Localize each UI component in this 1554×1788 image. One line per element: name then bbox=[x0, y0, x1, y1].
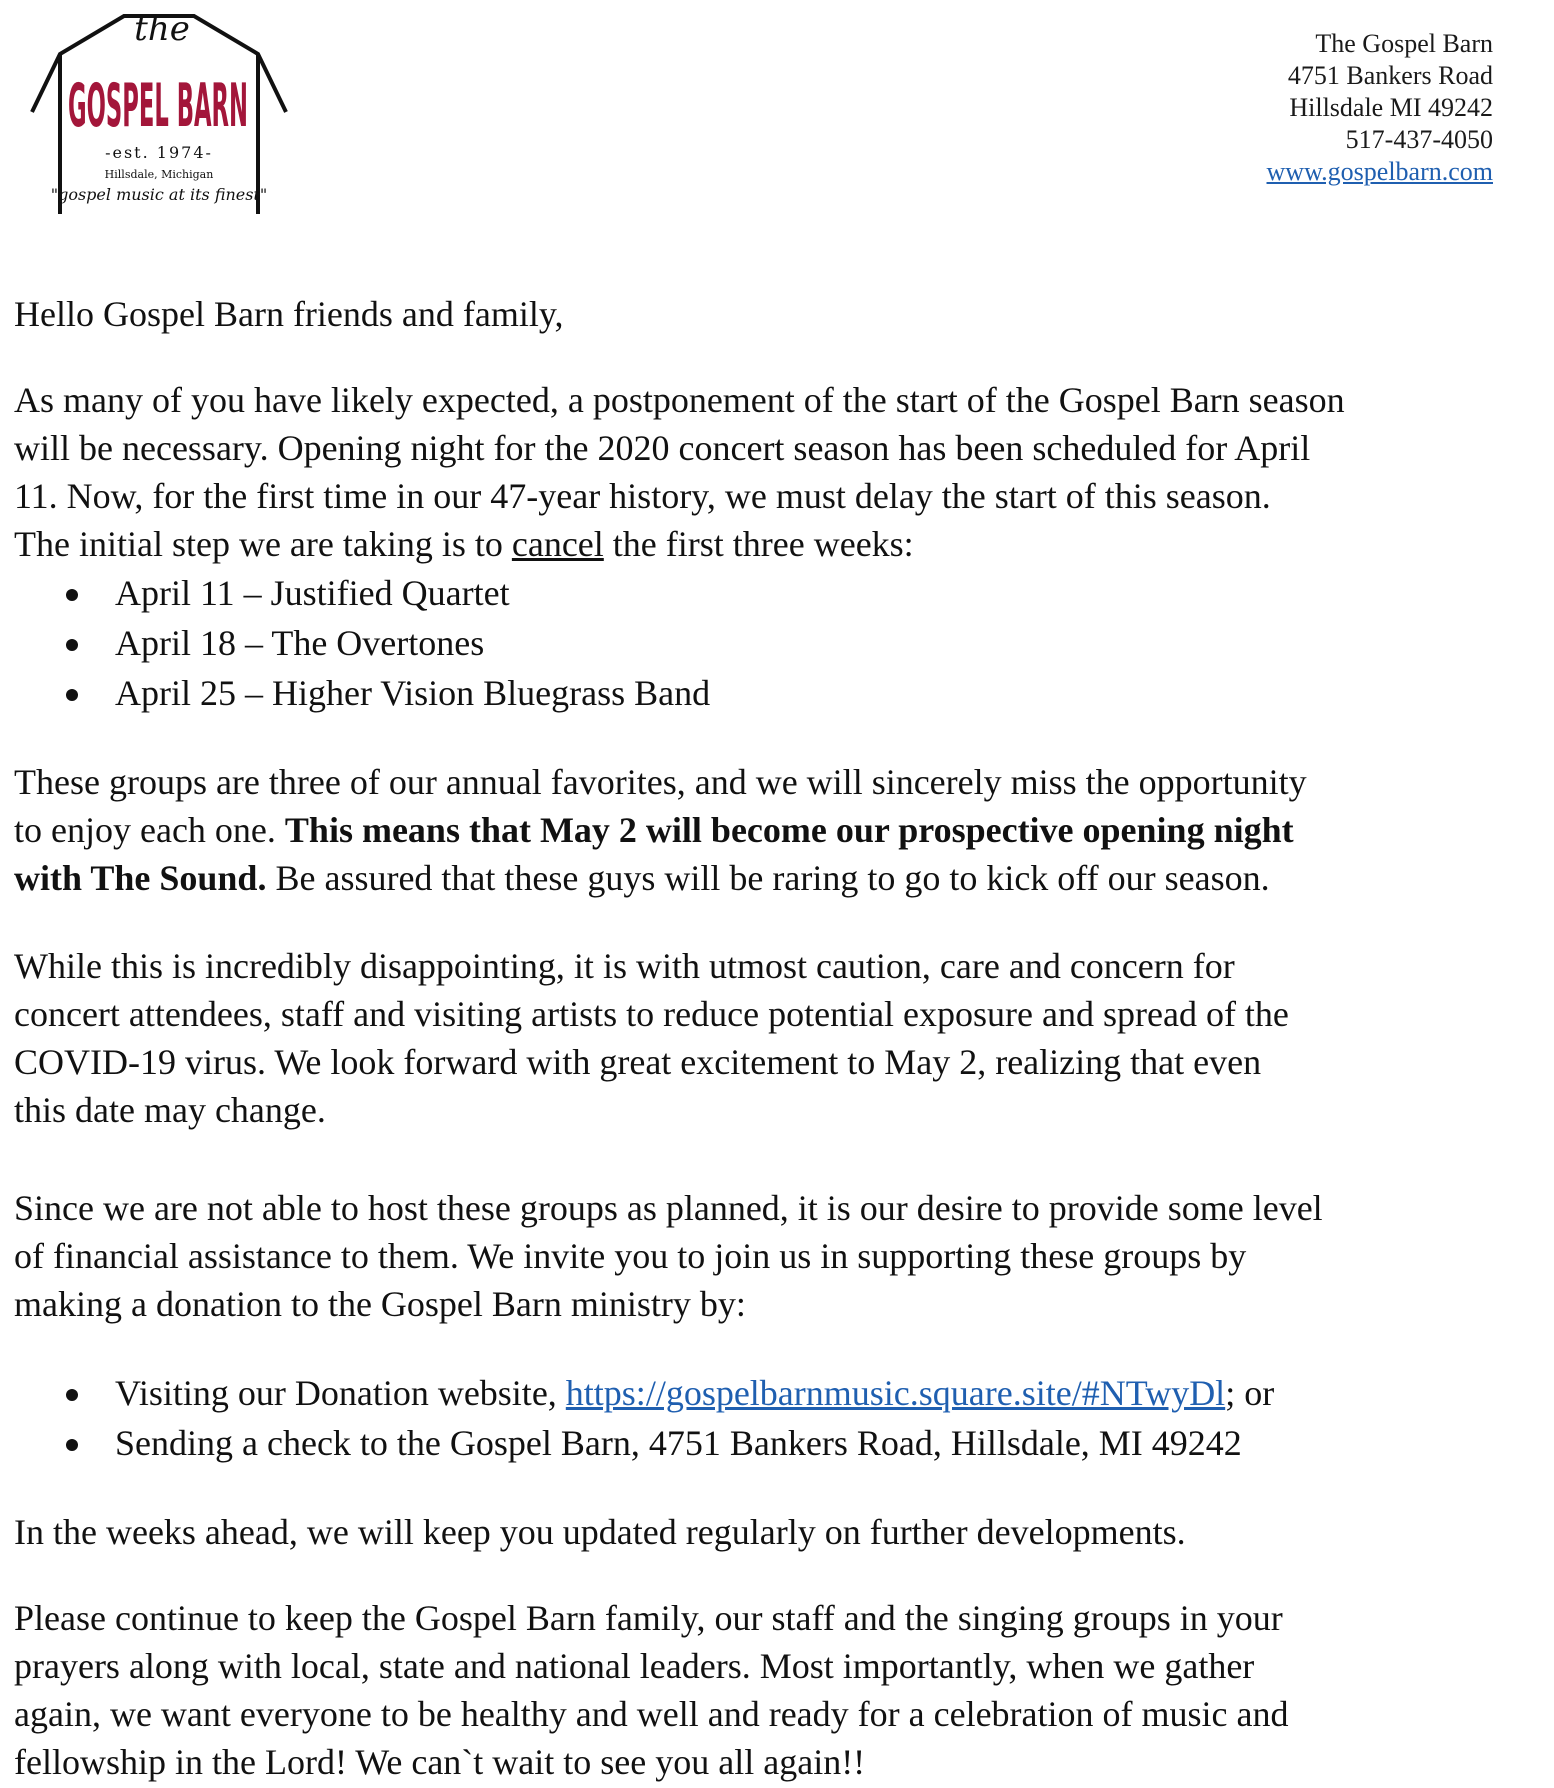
svg-text:the: the bbox=[134, 9, 190, 49]
donation-options-list bbox=[14, 1368, 1554, 1468]
bullet-icon bbox=[66, 589, 78, 601]
paragraph-prayers: Please continue to keep the Gospel Barn family, our staff and the singing groups in your prayers along with local, state and national leaders. Most importantly, when we gather again, we want everyone to be healthy and well and ready for a celebration of music and fellowship in the Lord! We can`t wait to see you all again!! bbox=[14, 1598, 1289, 1782]
paragraph-opening-night: These groups are three of our annual favorites, and we will sincerely miss the opportunity to enjoy each one. This means that May 2 will become our prospective opening night with The Sound. Be assured that these guys will be raring to go to kick off our season. bbox=[14, 762, 1307, 898]
paragraph-caution: While this is incredibly disappointing, it is with utmost caution, care and concern for concert attendees, staff and visiting artists to reduce potential exposure and spread of the COVID-19 virus. We look forward with great excitement to May 2, realizing that even this date may change. bbox=[14, 946, 1289, 1130]
list-item: Sending a check to the Gospel Barn, 4751 Bankers Road, Hillsdale, MI 49242 bbox=[14, 1418, 1554, 1468]
bullet-icon bbox=[66, 689, 78, 701]
gospel-barn-logo bbox=[24, 2, 294, 216]
letter-body bbox=[14, 290, 1554, 1786]
svg-text:"gospel music at its finest": "gospel music at its finest" bbox=[50, 185, 268, 204]
org-name: The Gospel Barn bbox=[1315, 29, 1493, 58]
list-item: Visiting our Donation website, https://gospelbarnmusic.square.site/#NTwyDl; or bbox=[14, 1368, 1554, 1418]
bullet-icon bbox=[66, 1389, 78, 1401]
street-address: 4751 Bankers Road bbox=[1287, 61, 1493, 90]
svg-text:-est. 1974-: -est. 1974- bbox=[105, 143, 213, 162]
list-item: April 25 – Higher Vision Bluegrass Band bbox=[14, 668, 1554, 718]
svg-text:GOSPEL BARN: GOSPEL BARN bbox=[68, 71, 248, 141]
cancel-word: cancel bbox=[511, 524, 604, 564]
cancelled-dates-list bbox=[14, 568, 1554, 718]
barn-logo-icon bbox=[24, 2, 294, 216]
paragraph-assistance: Since we are not able to host these groups as planned, it is our desire to provide some level of financial assistance to them. We invite you to join us in supporting these groups by making a donation to the Gospel Barn ministry by: bbox=[14, 1188, 1323, 1324]
list-item: April 18 – The Overtones bbox=[14, 618, 1554, 668]
bullet-icon bbox=[66, 1439, 78, 1451]
svg-text:Hillsdale, Michigan: Hillsdale, Michigan bbox=[104, 168, 214, 181]
bullet-icon bbox=[66, 639, 78, 651]
city-state-zip: Hillsdale MI 49242 bbox=[1289, 93, 1493, 122]
phone-number: 517-437-4050 bbox=[1345, 125, 1493, 154]
website-link[interactable]: www.gospelbarn.com bbox=[1266, 157, 1493, 186]
paragraph-updates: In the weeks ahead, we will keep you updated regularly on further developments. bbox=[14, 1512, 1186, 1552]
donation-link[interactable]: https://gospelbarnmusic.square.site/#NTwyDl bbox=[565, 1373, 1226, 1413]
paragraph-postponement: As many of you have likely expected, a postponement of the start of the Gospel Barn season will be necessary. Opening night for the 2020 concert season has been scheduled for April 11. Now, for the first time in our 47-year history, we must delay the start of this season. The initial step we are taking is to cancel the first three weeks: bbox=[14, 380, 1345, 564]
list-item: April 11 – Justified Quartet bbox=[14, 568, 1554, 618]
greeting: Hello Gospel Barn friends and family, bbox=[14, 294, 564, 334]
return-address bbox=[1267, 28, 1493, 188]
